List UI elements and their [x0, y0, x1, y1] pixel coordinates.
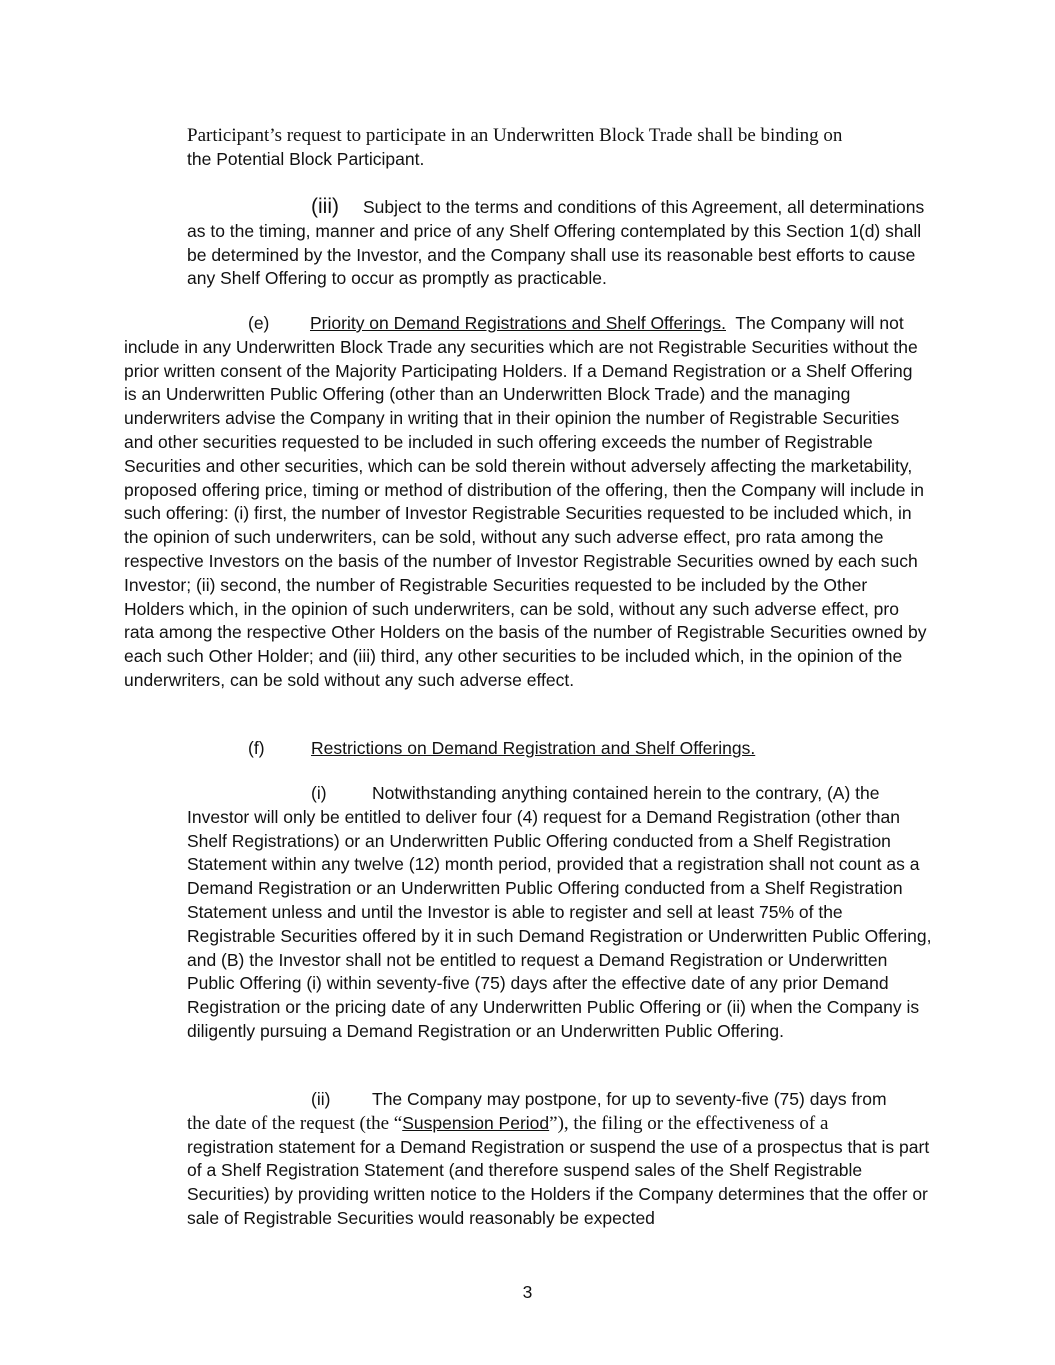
carryover-paragraph [187, 124, 932, 172]
paragraph-iii [187, 195, 932, 291]
paragraph-e-heading: Priority on Demand Registrations and Shelf Offerings. [310, 313, 726, 333]
paragraph-iii-label: (iii) [311, 195, 339, 218]
paragraph-iii-text: Subject to the terms and conditions of this Agreement, all determinations as to the timing, manner and price of any Shelf Offering contemplated by this Section 1(d) shall be determined by the Investor, and the Company shall use its reasonable best efforts to cause any Shelf Offering to occur as promptly as practicable. [187, 197, 925, 289]
page-number: 3 [522, 1282, 533, 1302]
paragraph-f-ii-line2-post: ”), the filing or the effectiveness of a [549, 1112, 829, 1134]
paragraph-f [124, 737, 930, 761]
paragraph-f-heading: Restrictions on Demand Registration and Shelf Offerings. [311, 738, 756, 758]
paragraph-f-ii-line2-pre: the date of the request (the “ [187, 1112, 403, 1134]
carryover-sans-text: the Potential Block Participant. [187, 148, 425, 169]
paragraph-f-ii-rest: registration statement for a Demand Registration or suspend the use of a prospectus that is part of a Shelf Registration Statement (and therefore suspend sales of the Shelf Registrable Securities) by providing written notice to the Holders if the Company determines that the offer or sale of Registrable Securities would reasonably be expected [187, 1136, 930, 1228]
paragraph-f-ii [187, 1088, 932, 1231]
paragraph-f-ii-line1: The Company may postpone, for up to seventy-five (75) days from [372, 1089, 887, 1109]
paragraph-f-i [187, 782, 932, 1044]
carryover-serif-text: Participant’s request to participate in an Underwritten Block Trade shall be binding on [187, 125, 843, 146]
paragraph-e [124, 312, 930, 693]
paragraph-e-label: (e) [248, 313, 270, 333]
paragraph-f-ii-label: (ii) [311, 1089, 331, 1109]
paragraph-f-label: (f) [248, 738, 265, 758]
paragraph-f-i-label: (i) [311, 783, 327, 803]
defined-term-suspension-period: Suspension Period [402, 1112, 550, 1133]
paragraph-e-text: The Company will not include in any Underwritten Block Trade any securities which are not Registrable Securities without the prior written consent of the Majority Participating Holders. If a Demand Registration or a Shelf Offering is an Underwritten Public Offering (other than an Underwritten Block Trade) and the managing underwriters advise the Company in writing that in their opinion the number of Registrable Securities and other securities requested to be included in such offering exceeds the number of Registrable Securities and other securities, which can be sold therein without adversely affecting the marketability, proposed offering price, timing or method of distribution of the offering, then the Company will include in such offering: (i) first, the number of Investor Registrable Securities requested to be included which, in the opinion of such underwriters, can be sold, without any such adverse effect, pro rata among the respective Investors on the basis of the number of Investor Registrable Securities owned by each such Investor; (ii) second, the number of Registrable Securities requested to be included by the Other Holders which, in the opinion of such underwriters, can be sold, without any such adverse effect, pro rata among the respective Other Holders on the basis of the number of Registrable Securities owned by each such Other Holder; and (iii) third, any other securities to be included which, in the opinion of the underwriters, can be sold without any such adverse effect. [124, 313, 927, 690]
paragraph-f-i-text: Notwithstanding anything contained herein to the contrary, (A) the Investor will only be entitled to deliver four (4) request for a Demand Registration (other than Shelf Registrations) or an Underwritten Public Offering conducted from a Shelf Registration Statement within any twelve (12) month period, provided that a registration shall not count as a Demand Registration or an Underwritten Public Offering conducted from a Shelf Registration Statement unless and until the Investor is able to register and sell at least 75% of the Registrable Securities offered by it in such Demand Registration or Underwritten Public Offering, and (B) the Investor shall not be entitled to request a Demand Registration or Underwritten Public Offering (i) within seventy-five (75) days after the effective date of any prior Demand Registration or the pricing date of any Underwritten Public Offering or (ii) when the Company is diligently pursuing a Demand Registration or an Underwritten Public Offering. [187, 783, 932, 1041]
